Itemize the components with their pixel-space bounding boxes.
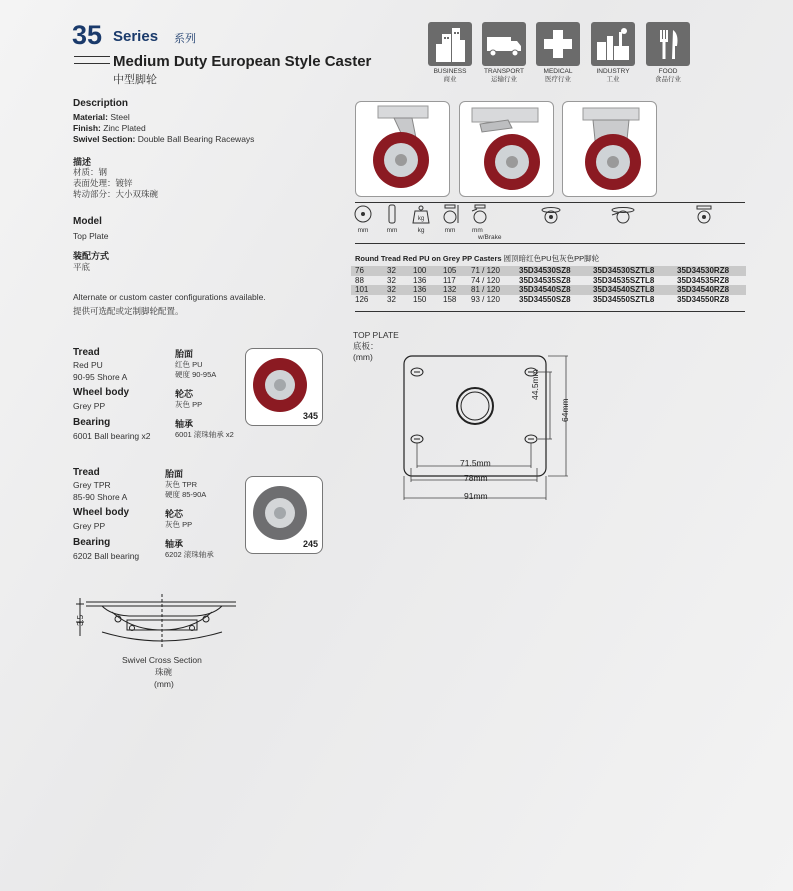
wheel-code: 245 (302, 539, 318, 549)
tread-value-cn: 红色 PU (175, 360, 203, 369)
industry-industry (591, 22, 635, 84)
bearing-heading: Bearing (73, 537, 111, 548)
wheel-body-heading: Wheel body (73, 507, 130, 518)
dim-64: 64mm (560, 398, 570, 422)
table-row (351, 276, 746, 286)
bearing-value: 6202 Ball bearing (73, 551, 140, 561)
dim-78: 78mm (464, 473, 488, 483)
tread-heading-cn: 胎面 (165, 469, 184, 479)
dim-col-diameter (353, 203, 373, 234)
tread-hardness-cn: 硬度 85-90A (165, 490, 207, 499)
dim-unit: mm (444, 227, 456, 234)
dim-unit: mm (472, 227, 483, 234)
business-icon (428, 22, 472, 66)
wheel-body-value-cn: 灰色 PP (175, 400, 203, 409)
food-icon (646, 22, 690, 66)
table-cell: 35D34535RZ8 (677, 275, 730, 285)
swivel-cross-section-diagram (72, 592, 252, 652)
table-cell: 71 / 120 (471, 266, 500, 275)
table-cell: 150 (413, 294, 427, 304)
top-plate-unit: (mm) (353, 352, 373, 362)
description-body-cn (73, 167, 158, 200)
dim-71-5: 71.5mm (460, 458, 491, 468)
industry-label-cn: 运输行业 (491, 76, 517, 83)
bearing-heading-cn: 轴承 (175, 419, 194, 429)
dim-91: 91mm (464, 491, 488, 501)
dim-col-height (440, 203, 460, 234)
industry-transport (482, 22, 526, 84)
photo-brake-caster (459, 101, 554, 197)
wheel-body-value: Grey PP (73, 521, 106, 531)
table-cell: 100 (413, 266, 427, 275)
table-title (355, 253, 599, 264)
table-cell: 74 / 120 (471, 275, 500, 285)
swivel-caster-icon (540, 205, 562, 230)
material-cn: 材质：钢 (73, 167, 108, 177)
custom-note: Alternate or custom caster configurations available. (73, 292, 266, 302)
material-label: Material: (73, 112, 108, 122)
wheel-body-heading-cn: 轮芯 (165, 509, 184, 519)
cross-section-unit: (mm) (154, 679, 174, 689)
table-title-cn: 圆顶暗红色PU包灰色PP脚轮 (503, 254, 600, 263)
wheel-body-value: Grey PP (73, 401, 106, 411)
wheel-diameter-icon (353, 203, 373, 225)
tread-hardness: 85-90 Shore A (73, 492, 128, 502)
industry-label-cn: 商业 (443, 76, 457, 83)
table-row (351, 295, 746, 305)
table-cell: 35D34530SZTL8 (593, 266, 655, 275)
finish-cn: 表面处理：镀锌 (73, 178, 133, 188)
tread-heading-cn: 胎面 (175, 349, 194, 359)
table-cell: 105 (443, 266, 457, 275)
wheel-body-heading-cn: 轮芯 (175, 389, 194, 399)
industry-label: BUSINESS (433, 68, 467, 75)
wheel-245-card (245, 476, 323, 554)
industry-label-cn: 医疗行业 (545, 76, 571, 83)
tread-value-cn: 灰色 TPR (165, 480, 198, 489)
table-cell: 35D34550SZTL8 (593, 294, 655, 304)
industry-label-cn: 食品行业 (655, 76, 681, 83)
tread-hardness-cn: 硬度 90-95A (175, 370, 217, 379)
description-heading: Description (73, 98, 129, 109)
model-heading-cn: 装配方式 (73, 251, 110, 261)
finish-label: Finish: (73, 123, 101, 133)
industry-label: TRANSPORT (484, 68, 524, 75)
cross-section-label: Swivel Cross Section (122, 655, 202, 665)
dim-unit-brake: w/Brake (478, 234, 502, 241)
brake-height-icon (470, 203, 490, 225)
photo-swivel-caster (355, 101, 450, 197)
page-title-cn: 中型脚轮 (113, 74, 157, 86)
table-cell: 35D34540SZTL8 (593, 285, 655, 294)
industry-business (428, 22, 472, 84)
photo-fixed-caster (562, 101, 657, 197)
fixed-caster-icon (694, 205, 714, 230)
dim-col-width (382, 203, 402, 234)
table-cell: 136 (413, 275, 427, 285)
bearing-heading: Bearing (73, 417, 111, 428)
table-cell: 101 (355, 285, 369, 294)
table-cell: 88 (355, 275, 364, 285)
bearing-value-cn: 6001 滚珠轴承 x2 (175, 430, 234, 439)
swivel-label: Swivel Section: (73, 134, 136, 144)
table-cell: 35D34540SZ8 (519, 285, 571, 294)
load-capacity-icon (411, 203, 431, 225)
industry-label: MEDICAL (543, 68, 573, 75)
series-word: Series (113, 28, 159, 45)
table-row (351, 285, 746, 295)
series-cn: 系列 (174, 33, 196, 45)
material-value: Steel (107, 112, 130, 122)
medical-icon (536, 22, 580, 66)
top-plate-title: TOP PLATE (353, 330, 399, 340)
bearing-value-cn: 6202 滚珠轴承 (165, 550, 214, 559)
table-cell: 35D34535SZ8 (519, 275, 571, 285)
table-cell: 32 (387, 275, 396, 285)
dim-unit: mm (386, 227, 398, 234)
swivel-value: Double Ball Bearing Raceways (135, 134, 255, 144)
industry-medical (536, 22, 580, 84)
description-body (73, 112, 254, 145)
table-row (351, 266, 746, 276)
tread-width-icon (382, 203, 402, 225)
top-plate-title-cn: 底板： (353, 341, 379, 351)
cross-section-label-cn: 珠碗 (155, 667, 173, 677)
series-number: 35 (72, 20, 103, 50)
dim-unit: mm (357, 227, 369, 234)
table-cell: 136 (413, 285, 427, 294)
table-cell: 35D34540RZ8 (677, 285, 730, 294)
custom-note-cn: 提供可选配或定制脚轮配置。 (73, 306, 184, 316)
model-value: Top Plate (73, 231, 109, 241)
table-title-en: Round Tread Red PU on Grey PP Casters (355, 254, 502, 263)
title-decoration (74, 56, 110, 64)
industry-label: FOOD (658, 68, 678, 75)
table-cell: 35D34530RZ8 (677, 266, 730, 275)
wheel-body-heading: Wheel body (73, 387, 130, 398)
cross-section-dim: 3.5 (76, 614, 85, 626)
svg-text:kg: kg (417, 216, 425, 222)
dim-unit: kg (417, 227, 425, 234)
spec-table (351, 266, 746, 304)
dim-col-load (411, 203, 431, 234)
tread-heading: Tread (73, 467, 100, 478)
table-cell: 117 (443, 275, 456, 285)
industry-food (646, 22, 690, 84)
finish-value: Zinc Plated (100, 123, 146, 133)
bearing-heading-cn: 轴承 (165, 539, 184, 549)
wheel-body-value-cn: 灰色 PP (165, 520, 193, 529)
wheel-code: 345 (302, 411, 318, 421)
description-heading-cn: 描述 (73, 157, 92, 167)
table-cell: 35D34530SZ8 (519, 266, 571, 275)
table-cell: 35D34550SZ8 (519, 294, 571, 304)
industry-icon (591, 22, 635, 66)
table-cell: 132 (443, 285, 457, 294)
tread-heading: Tread (73, 347, 100, 358)
dim-col-brake-height (470, 203, 510, 241)
industry-label: INDUSTRY (596, 68, 630, 75)
table-cell: 32 (387, 285, 396, 294)
model-heading: Model (73, 216, 102, 227)
table-cell: 81 / 120 (471, 285, 500, 294)
bearing-value: 6001 Ball bearing x2 (73, 431, 151, 441)
industry-label-cn: 工业 (606, 76, 620, 83)
dim-44-5: 44.5mm (530, 369, 540, 400)
swivel-cn: 转动部分：大小双珠碗 (73, 189, 159, 199)
table-bottom-rule (355, 311, 745, 312)
table-cell: 93 / 120 (471, 294, 500, 304)
overall-height-icon (440, 203, 460, 225)
tread-value: Red PU (73, 360, 103, 370)
table-cell: 32 (387, 266, 396, 275)
wheel-345-card (245, 348, 323, 426)
top-plate-diagram (390, 350, 590, 510)
swivel-brake-caster-icon (610, 205, 636, 230)
model-value-cn: 平底 (73, 262, 91, 272)
table-cell: 126 (355, 294, 369, 304)
table-cell: 35D34535SZTL8 (593, 275, 655, 285)
table-cell: 35D34550RZ8 (677, 294, 730, 304)
transport-icon (482, 22, 526, 66)
table-cell: 158 (443, 294, 457, 304)
tread-value: Grey TPR (73, 480, 111, 490)
table-cell: 32 (387, 294, 396, 304)
table-cell: 76 (355, 266, 364, 275)
tread-hardness: 90-95 Shore A (73, 372, 128, 382)
table-mid-rule (355, 243, 745, 244)
page-title: Medium Duty European Style Caster (113, 53, 372, 70)
